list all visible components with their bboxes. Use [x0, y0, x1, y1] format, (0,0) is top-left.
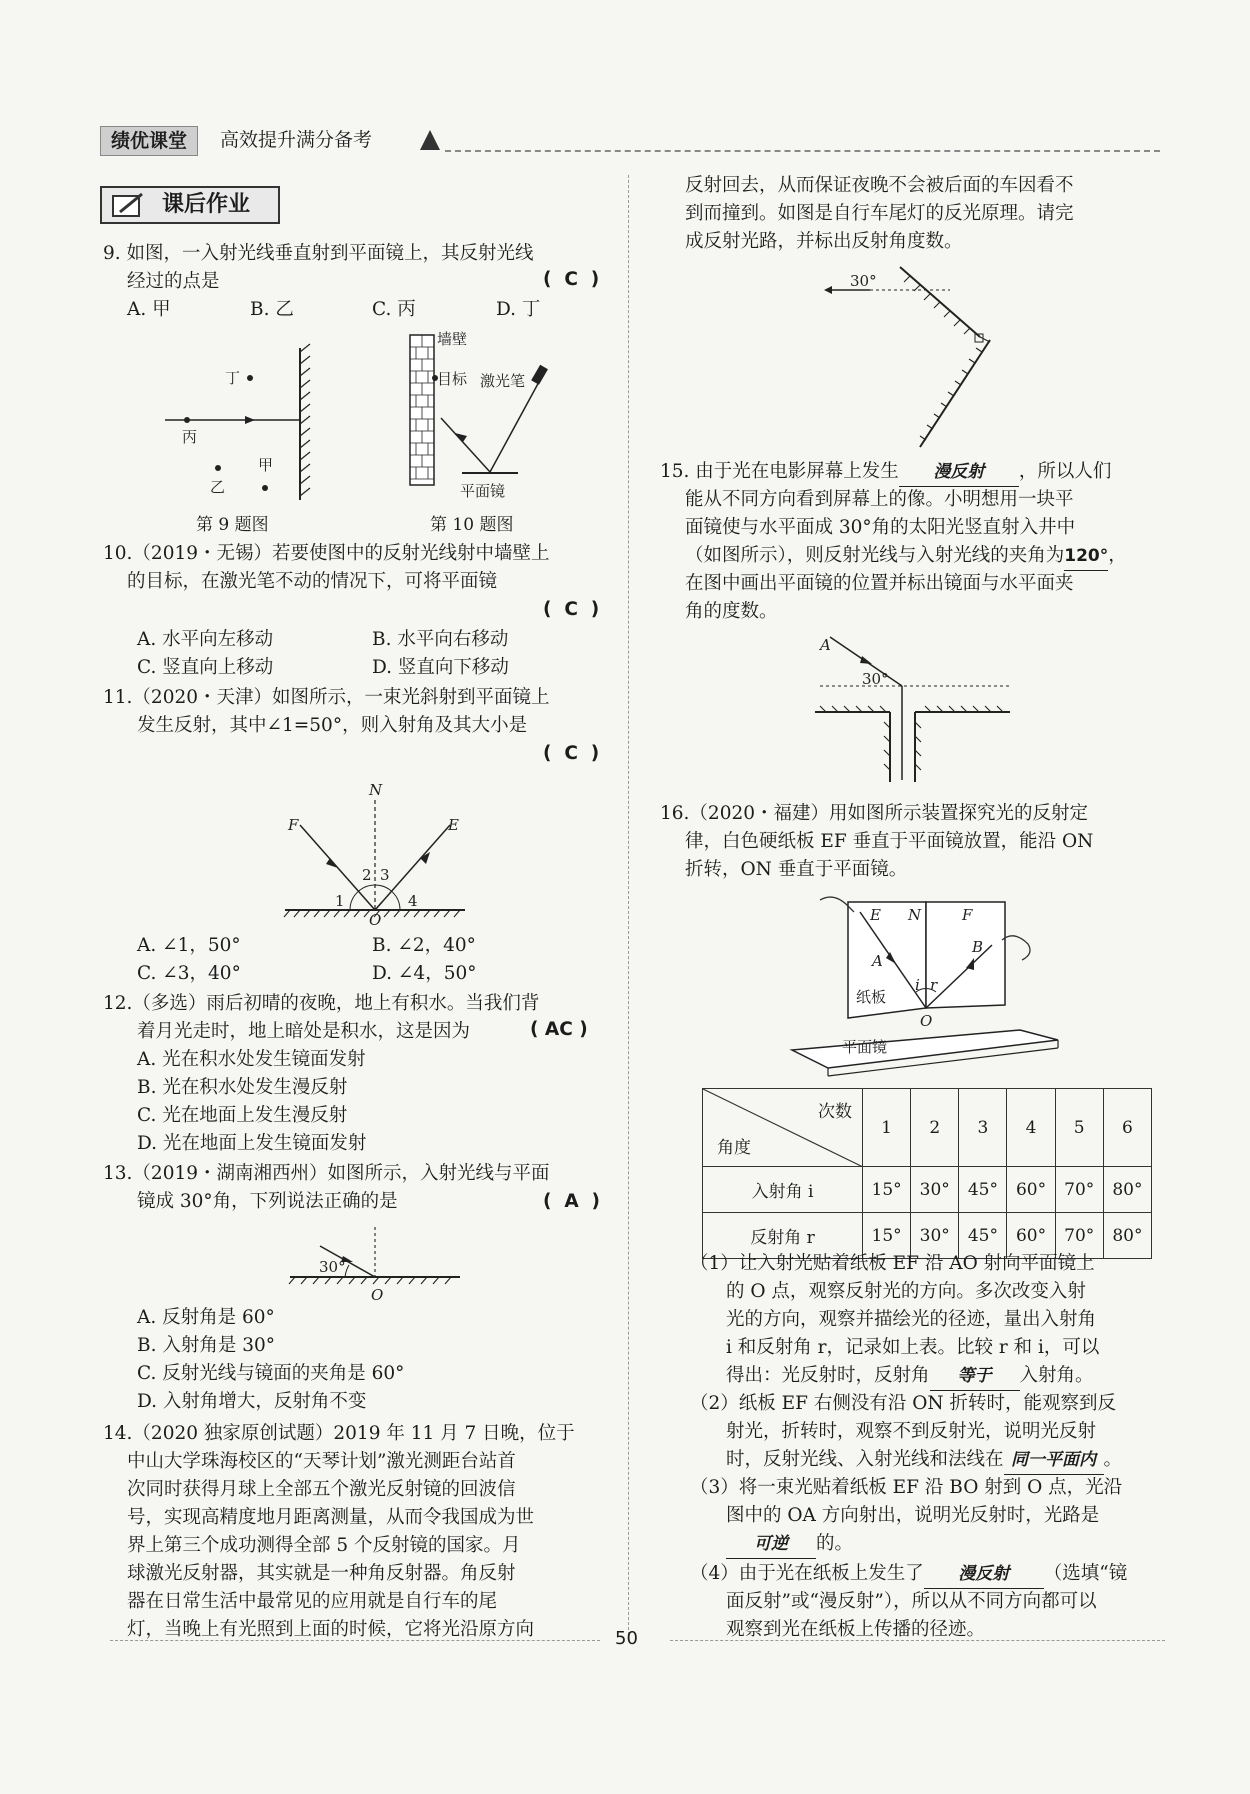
- table-corner-bottom: 角度: [717, 1138, 751, 1158]
- table-corner-top: 次数: [818, 1102, 852, 1122]
- q10-label-wall: 墙壁: [437, 330, 468, 348]
- q16-label-f: F: [962, 906, 973, 924]
- q16-line1: 16.（2020・福建）用如图所示装置探究光的反射定: [660, 803, 1089, 824]
- q16-label-mirror: 平面镜: [842, 1038, 888, 1056]
- q10-option-d: D. 竖直向下移动: [372, 657, 509, 678]
- q13-line2: 镜成 30°角，下列说法正确的是: [137, 1191, 398, 1212]
- q13-option-d: D. 入射角增大，反射角不变: [137, 1391, 367, 1412]
- q15-post: ，所以人们: [1018, 461, 1112, 482]
- q16-p3-line1: （3）将一束光贴着纸板 EF 沿 BO 射到 O 点，光沿: [690, 1477, 1123, 1498]
- q14-line5: 界上第三个成功测得全部 5 个反射镜的国家。月: [127, 1535, 521, 1556]
- q9-caption: 第 9 题图: [196, 515, 269, 535]
- q15-line5: 在图中画出平面镜的位置并标出镜面与水平面夹: [685, 573, 1074, 594]
- q11-answer-value: C: [564, 743, 578, 764]
- q11-option-d: D. ∠4，50°: [372, 963, 477, 984]
- q15-line4: [685, 542, 1127, 571]
- q16-p4-line3: 观察到光在纸板上传播的径迹。: [726, 1619, 986, 1640]
- q11-answer: ( C ): [543, 743, 600, 764]
- q14-figure: [820, 262, 1010, 452]
- header-divider: [445, 150, 1160, 152]
- table-cell: 15°: [863, 1213, 911, 1259]
- q16-p3-post: 的。: [816, 1533, 854, 1554]
- table-cell: 45°: [959, 1167, 1007, 1213]
- q9-line2: 经过的点是: [127, 271, 220, 292]
- q15-line1: [660, 458, 1111, 487]
- table-col-header: 2: [911, 1089, 959, 1167]
- footer-divider-right: [670, 1640, 1165, 1641]
- table-cell: 80°: [1103, 1213, 1151, 1259]
- table-cell: 60°: [1007, 1213, 1055, 1259]
- q16-p1-last-pre: 得出：光反射时，反射角: [726, 1365, 930, 1386]
- q16-p1-fill: 等于: [930, 1362, 1020, 1391]
- table-cell: 70°: [1055, 1167, 1103, 1213]
- q10-option-a: A. 水平向左移动: [137, 629, 274, 650]
- q9-option-a: A. 甲: [127, 299, 171, 320]
- q12-answer: ( AC ): [530, 1019, 588, 1040]
- q10-figure: [405, 330, 575, 515]
- q11-label-n: N: [369, 781, 383, 799]
- q16-data-table: [702, 1088, 1152, 1259]
- q16-p2-line1: （2）纸板 EF 右侧没有沿 ON 折转时，能观察到反: [690, 1393, 1116, 1414]
- q11-line1: 11.（2020・天津）如图所示，一束光斜射到平面镜上: [103, 687, 550, 708]
- q9-line1: 9. 如图，一入射光线垂直射到平面镜上，其反射光线: [103, 243, 534, 264]
- q10-answer-value: C: [564, 599, 578, 620]
- q13-answer: ( A ): [543, 1191, 601, 1212]
- q10-line1: 10.（2019・无锡）若要使图中的反射光线射中墙壁上: [103, 543, 550, 564]
- q12-option-a: A. 光在积水处发生镜面发射: [137, 1049, 366, 1070]
- table-col-header: 6: [1103, 1089, 1151, 1167]
- pencil-icon: [112, 192, 146, 218]
- q10-line2: 的目标，在激光笔不动的情况下，可将平面镜: [127, 571, 498, 592]
- table-col-header: 5: [1055, 1089, 1103, 1167]
- triangle-icon: [420, 130, 440, 150]
- q16-p2-last-pre: 时，反射光线、入射光线和法线在: [726, 1449, 1004, 1470]
- q10-label-target: 目标: [437, 370, 468, 388]
- q16-p2-fill: 同一平面内: [1004, 1446, 1104, 1475]
- q16-p4-pre: （4）由于光在纸板上发生了: [690, 1563, 924, 1584]
- q14-cont-line2: 到而撞到。如图是自行车尾灯的反光原理。请完: [685, 203, 1074, 224]
- q15-figure: [810, 632, 1020, 787]
- q14-line4: 号，实现高精度地月距离测量，从而令我国成为世: [127, 1507, 535, 1528]
- q12-line2: 着月光走时，地上暗处是积水，这是因为: [137, 1021, 471, 1042]
- q16-label-i: i: [915, 976, 920, 994]
- q14-line2: 中山大学珠海校区的“天琴计划”激光测距台站首: [127, 1451, 516, 1472]
- q11-label-3: 3: [380, 866, 390, 884]
- q10-label-laser: 激光笔: [480, 372, 526, 390]
- q16-p2-line3: [726, 1446, 1122, 1475]
- table-col-header: 3: [959, 1089, 1007, 1167]
- q15-line2: 能从不同方向看到屏幕上的像。小明想用一块平: [685, 489, 1074, 510]
- q16-p4-line1: [690, 1560, 1127, 1589]
- table-cell: 15°: [863, 1167, 911, 1213]
- q11-option-b: B. ∠2，40°: [372, 935, 476, 956]
- q11-label-f: F: [288, 816, 299, 834]
- q16-label-a: A: [872, 952, 883, 970]
- table-row: [703, 1167, 1152, 1213]
- table-cell: 45°: [959, 1213, 1007, 1259]
- q16-p2-line2: 射光，折转时，观察不到反射光，说明光反射: [726, 1421, 1097, 1442]
- q13-answer-value: A: [564, 1191, 579, 1212]
- q14-line1: 14.（2020 独家原创试题）2019 年 11 月 7 日晚，位于: [103, 1423, 575, 1444]
- q16-label-r: r: [930, 976, 938, 994]
- table-cell: 30°: [911, 1167, 959, 1213]
- q15-fill2: 120°: [1064, 542, 1108, 571]
- q10-caption: 第 10 题图: [430, 515, 514, 535]
- header-subtitle: 高效提升满分备考: [220, 129, 373, 151]
- table-row: [703, 1089, 1152, 1167]
- q16-label-b: B: [972, 938, 984, 956]
- q16-p1-last-post: 入射角。: [1019, 1365, 1094, 1386]
- section-title: [100, 186, 280, 224]
- q15-fill1: 漫反射: [899, 458, 1019, 487]
- footer-divider-left: [110, 1640, 600, 1641]
- q9-option-d: D. 丁: [496, 299, 541, 320]
- q16-line3: 折转，ON 垂直于平面镜。: [685, 859, 908, 880]
- q11-label-o: O: [369, 911, 382, 929]
- q13-line1: 13.（2019・湖南湘西州）如图所示，入射光线与平面: [103, 1163, 550, 1184]
- q10-answer: ( C ): [543, 599, 600, 620]
- q12-option-c: C. 光在地面上发生漫反射: [137, 1105, 348, 1126]
- q14-line7: 器在日常生活中最常见的应用就是自行车的尾: [127, 1591, 498, 1612]
- table-cell: 70°: [1055, 1213, 1103, 1259]
- q15-line3: 面镜使与水平面成 30°角的太阳光竖直射入井中: [685, 517, 1076, 538]
- table-cell: 60°: [1007, 1167, 1055, 1213]
- q16-p4-line2: 面反射”或“漫反射”），所以从不同方向都可以: [726, 1591, 1097, 1612]
- q9-answer-value: C: [564, 269, 578, 290]
- q16-p1-line1: （1）让入射光贴着纸板 EF 沿 AO 射向平面镜上: [690, 1253, 1095, 1274]
- q9-option-c: C. 丙: [372, 299, 416, 320]
- q11-line2: 发生反射，其中∠1=50°，则入射角及其大小是: [137, 715, 528, 736]
- q11-figure: [280, 780, 480, 929]
- q15-label-a: A: [820, 636, 831, 654]
- q12-option-b: B. 光在积水处发生漫反射: [137, 1077, 348, 1098]
- q12-line1: 12.（多选）雨后初晴的夜晚，地上有积水。当我们背: [103, 993, 540, 1014]
- q15-label-30: 30°: [862, 670, 889, 688]
- table-cell: 80°: [1103, 1167, 1151, 1213]
- q15-pre: 15. 由于光在电影屏幕上发生: [660, 461, 899, 482]
- q11-label-4: 4: [408, 892, 418, 910]
- q9-point-ding: 丁: [225, 369, 241, 387]
- q13-option-a: A. 反射角是 60°: [137, 1307, 275, 1328]
- table-corner-cell: [703, 1089, 863, 1167]
- q9-point-bing: 丙: [182, 428, 198, 446]
- q14-line8: 灯，当晚上有光照到上面的时候，它将光沿原方向: [127, 1619, 535, 1640]
- q12-answer-value: AC: [544, 1019, 573, 1040]
- q15-line4-post: ，: [1108, 545, 1127, 566]
- q13-option-c: C. 反射光线与镜面的夹角是 60°: [137, 1363, 405, 1384]
- section-title-text: 课后作业: [162, 192, 251, 217]
- q16-label-paper: 纸板: [856, 988, 887, 1006]
- q14-label-30: 30°: [850, 272, 877, 290]
- header-brand: 绩优课堂: [100, 126, 198, 156]
- page-number: 50: [615, 1628, 638, 1649]
- q16-p1-line2: 的 O 点，观察反射光的方向。多次改变入射: [726, 1281, 1086, 1302]
- q9-answer: ( C ): [543, 269, 600, 290]
- q16-p3-line2: 图中的 OA 方向射出，说明光反射时，光路是: [726, 1505, 1100, 1526]
- q16-p4-post: （选填“镜: [1043, 1563, 1128, 1584]
- table-cell: 30°: [911, 1213, 959, 1259]
- q13-label-30: 30°: [319, 1258, 346, 1276]
- q11-label-1: 1: [335, 892, 345, 910]
- q9-figure: [150, 340, 330, 510]
- q13-figure: [285, 1222, 465, 1304]
- q11-label-2: 2: [362, 866, 372, 884]
- q16-p3-fill: 可逆: [726, 1530, 816, 1559]
- q10-label-mirror: 平面镜: [460, 482, 506, 500]
- q16-p1-line4: i 和反射角 r，记录如上表。比较 r 和 i，可以: [726, 1337, 1100, 1358]
- table-row-label: 反射角 r: [703, 1213, 863, 1259]
- q16-p2-last-post: 。: [1103, 1449, 1123, 1470]
- q16-line2: 律，白色硬纸板 EF 垂直于平面镜放置，能沿 ON: [685, 831, 1094, 852]
- q14-line3: 次同时获得月球上全部五个激光反射镜的回波信: [127, 1479, 516, 1500]
- page-header: [100, 124, 1160, 160]
- q9-option-b: B. 乙: [250, 299, 294, 320]
- q11-option-c: C. ∠3，40°: [137, 963, 241, 984]
- q11-option-a: A. ∠1，50°: [137, 935, 241, 956]
- q16-label-n: N: [908, 906, 922, 924]
- q16-p4-fill: 漫反射: [924, 1560, 1044, 1589]
- table-col-header: 1: [863, 1089, 911, 1167]
- q16-p1-line5: [726, 1362, 1094, 1391]
- q16-p1-line3: 光的方向，观察并描绘光的径迹，量出入射角: [726, 1309, 1097, 1330]
- column-divider: [628, 175, 629, 1640]
- table-row-label: 入射角 i: [703, 1167, 863, 1213]
- q13-option-b: B. 入射角是 30°: [137, 1335, 276, 1356]
- q16-figure: [790, 890, 1070, 1080]
- q14-cont-line3: 成反射光路，并标出反射角度数。: [685, 231, 963, 252]
- q10-option-c: C. 竖直向上移动: [137, 657, 274, 678]
- q16-label-e: E: [870, 906, 881, 924]
- q16-p3-line3: [726, 1530, 853, 1559]
- q9-point-yi: 乙: [210, 478, 226, 496]
- q16-label-o: O: [920, 1012, 933, 1030]
- q10-option-b: B. 水平向右移动: [372, 629, 509, 650]
- q14-line6: 球激光反射器，其实就是一种角反射器。角反射: [127, 1563, 516, 1584]
- q14-cont-line1: 反射回去，从而保证夜晚不会被后面的车因看不: [685, 175, 1074, 196]
- q12-option-d: D. 光在地面上发生镜面发射: [137, 1133, 367, 1154]
- q11-label-e: E: [448, 816, 459, 834]
- q15-line6: 角的度数。: [685, 601, 778, 622]
- q15-line4-pre: （如图所示），则反射光线与入射光线的夹角为: [685, 545, 1065, 566]
- q9-point-jia: 甲: [258, 456, 274, 474]
- q13-label-o: O: [371, 1286, 384, 1304]
- table-col-header: 4: [1007, 1089, 1055, 1167]
